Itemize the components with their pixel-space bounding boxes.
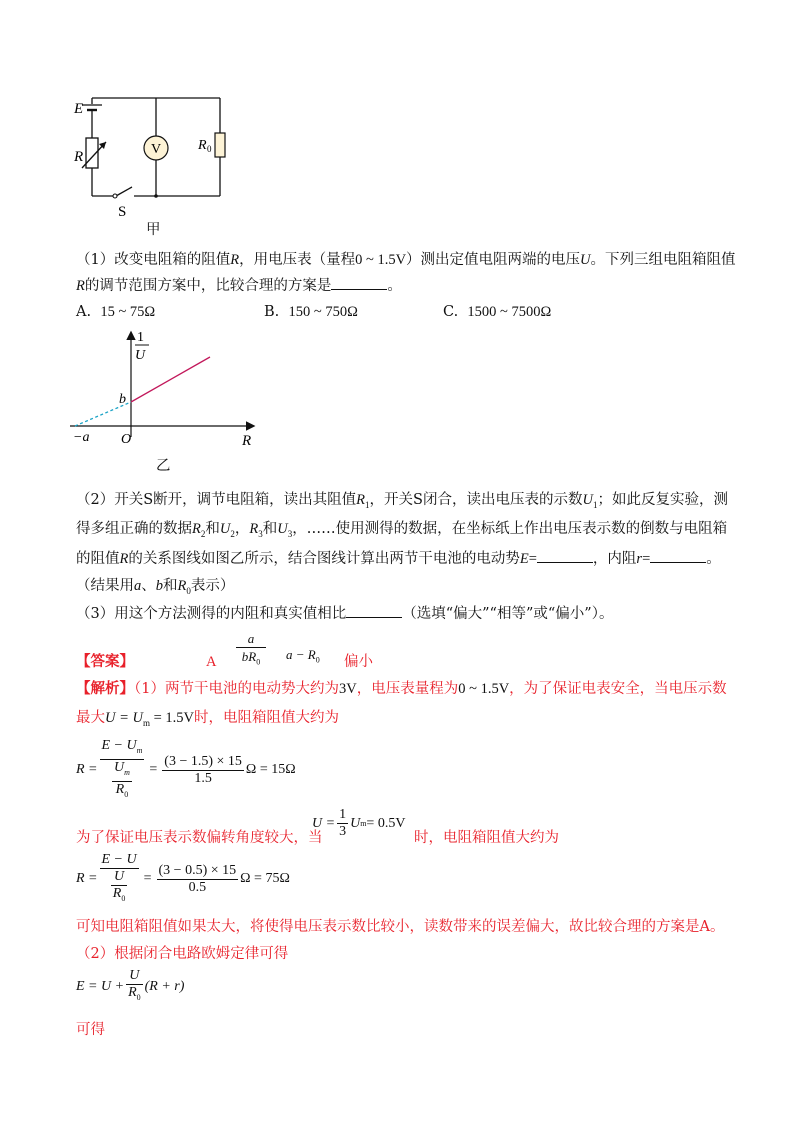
q2-line-4 [76, 576, 234, 601]
answer-2-den-sub: 0 [256, 657, 261, 667]
equation-3 [76, 968, 184, 1006]
analysis-p6: 可得 [76, 1022, 105, 1038]
q1-text-end: 。 [387, 278, 402, 294]
analysis-p2-a: 最大 [76, 710, 105, 726]
p3-frac-num: 1 [339, 807, 347, 822]
q1-answer-blank[interactable] [331, 275, 387, 290]
q1-line-1 [76, 250, 736, 270]
answer-3-sub: 0 [315, 655, 320, 665]
q2-eq-2: = [642, 551, 651, 567]
analysis-p2-val: = 1.5V [150, 710, 195, 726]
p3-eq-val: = 0.5V [366, 815, 406, 831]
q2-U1: U [582, 492, 593, 508]
q2-R3: R [249, 521, 259, 537]
junction-bottom [154, 194, 158, 198]
analysis-p3-equation [312, 807, 405, 840]
p3-eq-rhs: U [350, 815, 361, 831]
analysis-p3-b: 时，电阻箱阻值大约为 [414, 830, 559, 846]
q2-text-e: ，……使用测得的数据，在坐标纸上作出电压表示数的倒数与电阻箱 [292, 521, 728, 537]
eq1-fden: 1.5 [194, 770, 212, 786]
eq1-num-sub: m [136, 745, 143, 755]
answer-1: A [206, 654, 217, 670]
intercept-b-label: b [119, 392, 126, 407]
eq1-result: Ω = 15Ω [245, 762, 296, 778]
eq1-den-fraction [112, 760, 132, 803]
eq2-den [100, 869, 139, 907]
q1-option-a [76, 302, 155, 322]
eq3-den [126, 985, 143, 1006]
q2-U3-sub: 3 [287, 528, 293, 539]
eq3-den-sub: 0 [136, 992, 141, 1002]
label-E: E [74, 101, 84, 117]
eq1-den-den-text: R [115, 781, 125, 797]
eq3-lhs: E = U + [76, 978, 125, 994]
eq2-fraction-num [157, 863, 239, 896]
q2-U1-sub: 1 [592, 499, 598, 510]
resistor-R0 [215, 133, 225, 157]
analysis-3V: 3V [338, 681, 357, 697]
analysis-p2-eq: U = U [105, 710, 143, 726]
q2-eq-1: = [528, 551, 537, 567]
p3-frac [337, 807, 348, 840]
q2-and-2: 和 [262, 521, 278, 537]
switch-blade [116, 187, 132, 196]
label-R: R [74, 149, 84, 165]
q1-text-c: ）测出定值电阻两端的电压 [406, 252, 581, 268]
q1-range: 0 ~ 1.5V [355, 252, 407, 268]
eq1-num-text: E − U [101, 738, 137, 753]
eq2-result: Ω = 75Ω [240, 871, 290, 887]
q1-text-a: （1）改变电阻箱的阻值 [76, 252, 231, 268]
q2-var-a: a [134, 578, 142, 594]
q3-text-a: （3）用这个方法测得的内阻和真实值相比 [76, 606, 347, 622]
eq1-fraction-main [100, 738, 145, 802]
eq1-den-den [112, 782, 132, 803]
q2-var-R: R [119, 551, 129, 567]
q2-line-3 [76, 548, 721, 569]
eq1-den-num [112, 760, 132, 782]
analysis-p4: 可知电阻箱阻值如果太大，将使得电压表示数比较小，读数带来的误差偏大，故比较合理的方案是A。 [76, 919, 725, 935]
analysis-tag: 【解析】 [76, 680, 134, 697]
option-c-value: 1500 ~ 7500Ω [467, 304, 552, 320]
q2-sep: ， [234, 521, 250, 537]
q2-R1-sub: 1 [365, 499, 370, 510]
eq2-den-num: U [111, 869, 128, 886]
analysis-range: 0 ~ 1.5V [458, 681, 510, 697]
q1-text-d: 。下列三组电阻箱阻值 [590, 252, 736, 268]
q2-text-end: 。 [706, 551, 721, 567]
q2-comma: 、 [141, 578, 156, 594]
q1-var-R: R [230, 252, 240, 268]
q2-text-g: 的关系图线如图乙所示，结合图线计算出两节干电池的电动势 [128, 551, 520, 567]
eq1-fraction-num [162, 754, 244, 787]
answer-tag: 【答案】 [76, 653, 134, 670]
figure-caption-yi: 乙 [156, 458, 171, 474]
q2-text-b: ，开关S闭合，读出电压表的示数 [369, 492, 583, 508]
q2-R3-sub: 3 [258, 528, 263, 539]
analysis-p1-a: （1）两节干电池的电动势大约为 [134, 681, 339, 697]
label-R0: R [198, 138, 207, 153]
q2-text-f: 的阻值 [76, 551, 120, 567]
analysis-p1-b: ，电压表量程为 [356, 681, 459, 697]
eq1-den-num-sub: m [124, 767, 130, 777]
eq2-num: E − U [101, 852, 137, 867]
eq2-den-den-sub: 0 [121, 893, 126, 903]
eq2-den-den [111, 886, 128, 907]
q2-text-h: ，内阻 [592, 551, 637, 567]
eq2-lhs: R = [76, 871, 98, 887]
q2-text-c: ；如此反复实验，测 [597, 492, 728, 508]
analysis-p5: （2）根据闭合电路欧姆定律可得 [76, 946, 289, 962]
q2-R2-sub: 2 [200, 528, 206, 539]
eq2-fden: 0.5 [188, 879, 207, 895]
equation-2 [76, 852, 290, 907]
figure-caption-jia: 甲 [146, 222, 161, 238]
option-b-label: B. [264, 304, 280, 320]
q1-var-U: U [580, 252, 591, 268]
q3-text-b: （选填“偏大”“相等”或“偏小”）。 [402, 606, 614, 622]
q1-line-2 [76, 275, 402, 296]
analysis-p3-a: 为了保证电压表示数偏转角度较大，当 [76, 830, 323, 846]
q2-U2: U [219, 521, 231, 537]
neg-a-label: −a [73, 430, 90, 445]
answer-2-den: bR [241, 649, 257, 664]
eq1-fnum: (3 − 1.5) × 15 [164, 753, 242, 769]
eq2-fraction-main [100, 852, 139, 907]
p3-eq-sub: m [360, 819, 367, 828]
q1-option-b [264, 302, 358, 322]
q2-text-i: （结果用 [76, 578, 134, 594]
q2-and-1: 和 [205, 521, 220, 537]
graph-figure [65, 325, 265, 475]
q2-line-2 [76, 519, 727, 544]
voltmeter-label: V [150, 142, 162, 157]
q2-U3: U [277, 521, 288, 537]
switch-contact [113, 194, 117, 198]
q1-text-b: ，用电压表（量程 [239, 252, 356, 268]
eq3-frac [126, 968, 143, 1006]
q2-R0-sub: 0 [186, 585, 191, 596]
q2-internal-resistance-blank[interactable] [650, 548, 706, 563]
p3-eq-lhs: U = [312, 815, 336, 831]
answer-2-num: a [236, 630, 266, 648]
option-c-label: C. [443, 304, 459, 320]
y-label-den: U [135, 348, 146, 363]
eq2-mid: = [143, 871, 152, 887]
label-S: S [118, 204, 127, 220]
q2-var-E: E [519, 551, 529, 567]
q3-line [76, 603, 613, 624]
q2-R2: R [192, 521, 201, 537]
eq3-rhs: (R + r) [144, 978, 185, 994]
option-b-value: 150 ~ 750Ω [288, 304, 358, 320]
q1-var-R2: R [76, 278, 85, 294]
q2-and: 和 [163, 578, 178, 594]
line-solid [131, 357, 210, 402]
y-label-num: 1 [137, 330, 144, 345]
p3-frac-den: 3 [339, 824, 347, 839]
q2-text-d: 得多组正确的数据 [76, 521, 192, 537]
origin-label: O [121, 432, 132, 447]
eq2-den-den-text: R [112, 886, 122, 901]
option-a-label: A. [76, 304, 92, 320]
q2-emf-blank[interactable] [537, 548, 593, 563]
eq1-lhs: R = [76, 762, 98, 778]
eq3-num: U [126, 968, 143, 985]
eq1-num [100, 738, 145, 760]
analysis-line-1 [76, 679, 727, 699]
analysis-p2-b: 时，电阻箱阻值大约为 [194, 710, 340, 726]
q1-text-e: 的调节范围方案中，比较合理的方案是 [84, 278, 332, 294]
q2-var-R0: R [177, 578, 187, 594]
q2-line-1 [76, 490, 728, 515]
eq1-den [100, 760, 145, 803]
eq1-mid: = [149, 762, 158, 778]
q2-text-a: （2）开关S断开，调节电阻箱，读出其阻值 [76, 492, 357, 508]
q2-var-r: r [636, 551, 643, 567]
eq2-den-fraction [111, 869, 128, 907]
option-a-value: 15 ~ 75Ω [100, 304, 156, 320]
q2-U2-sub: 2 [230, 528, 235, 539]
x-label: R [242, 433, 252, 449]
q1-option-c [443, 302, 551, 322]
q3-answer-blank[interactable] [346, 603, 402, 618]
answer-4: 偏小 [344, 654, 373, 670]
q2-R1: R [356, 492, 366, 508]
circuit-diagram [60, 88, 240, 233]
eq1-den-num-text: U [113, 759, 125, 775]
q2-var-b: b [155, 578, 163, 594]
label-R0-sub: 0 [207, 144, 212, 154]
analysis-p1-c: ，为了保证电表安全，当电压示数 [509, 681, 727, 697]
eq1-den-den-sub: 0 [124, 789, 129, 799]
q2-text-j: 表示） [190, 578, 235, 594]
answer-3 [286, 647, 320, 665]
eq2-fnum: (3 − 0.5) × 15 [158, 862, 237, 878]
analysis-p2-sub: m [142, 717, 150, 728]
answer-3-text: a − R [286, 647, 316, 662]
answer-2-fraction [236, 630, 266, 672]
equation-1 [76, 738, 296, 802]
analysis-line-2 [76, 708, 339, 733]
eq3-den-text: R [128, 985, 137, 1000]
